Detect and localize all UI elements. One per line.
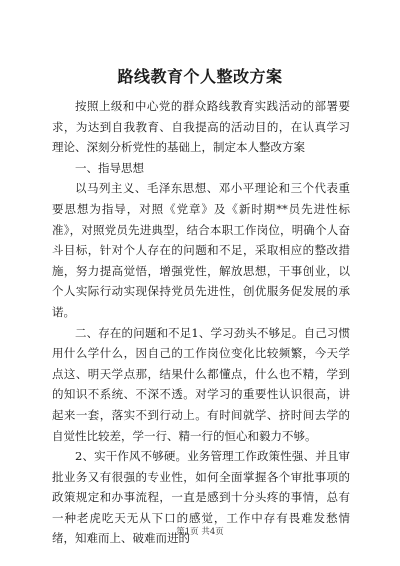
section-heading-guiding-thought: 一、指导思想 xyxy=(75,160,144,175)
intro-paragraph: 按照上级和中心党的群众路线教育实践活动的部署要求，为达到自我教育、自我提高的活动目的，在认真学习理论、深刻分析党性的基础上，制定本人整改方案 xyxy=(52,99,350,155)
work-style-paragraph: 2、实干作风不够硬。业务管理工作政策性强、并且审批业务又有很强的专业性，如何全面掌握各个审批事项的政策规定和办事流程，一直是感到十分头疼的事情，总有一种老虎吃天无从下口的感觉，工作中存有畏难发愁情绪，知难而上、破难而进的 xyxy=(52,449,350,546)
document-body xyxy=(52,96,350,549)
problems-paragraph: 二、存在的问题和不足1、学习劲头不够足。自己习惯用什么学什么，因自己的工作岗位变化比较频繁，今天学点这、明天学点那，结果什么都懂点，什么也不精，学到的知识不系统、不深不透。对学习的重要性认识很高，讲起来一套，落实不到行动上。有时间就学、挤时间去学的自觉性比较差，学一行、精一行的恒心和毅力不够。 xyxy=(52,325,350,443)
page-footer: 第1页 共4页 xyxy=(176,527,224,537)
guiding-thought-paragraph: 以马列主义、毛泽东思想、邓小平理论和三个代表重要思想为指导，对照《党章》及《新时期**员先进性标准》，对照党员先进典型，结合本职工作岗位，明确个人奋斗目标，针对个人存在的问题和不足，采取相应的整改措施，努力提高觉悟，增强党性，解放思想，干事创业，以个人实际行动实现保持党员先进性，创优服务促发展的承诺。 xyxy=(52,181,350,319)
document-title: 路线教育个人整改方案 xyxy=(117,67,283,86)
